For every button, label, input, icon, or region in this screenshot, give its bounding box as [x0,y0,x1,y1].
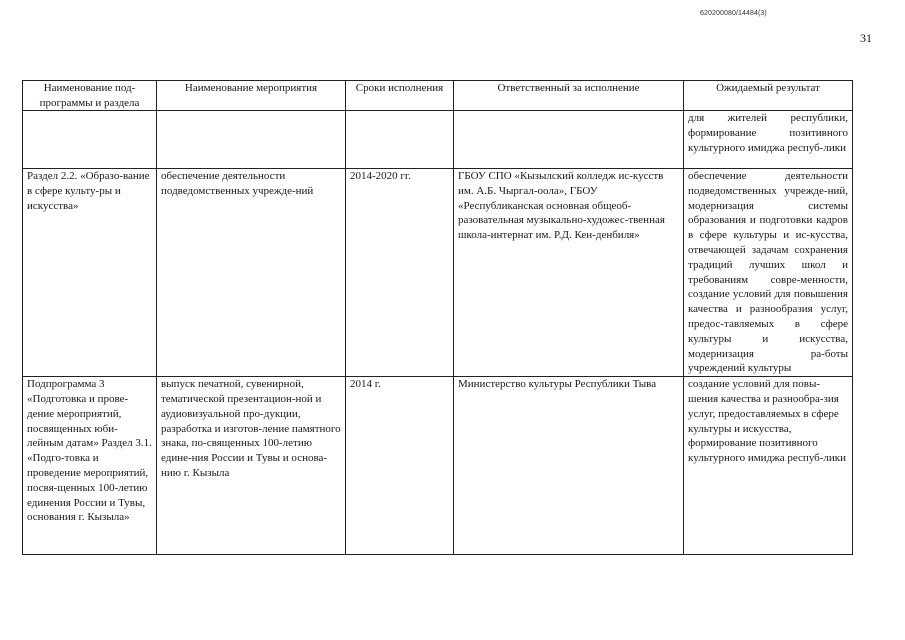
cell-section [23,111,157,169]
header-section: Наименование под-программы и раздела [23,81,157,111]
table-row [23,169,853,377]
cell-term: 2014 г. [346,377,454,555]
cell-term [346,111,454,169]
cell-measure: обеспечение деятельности подведомственных учрежде-ний [157,169,346,377]
cell-responsible: Министерство культуры Республики Тыва [454,377,684,555]
cell-result: обеспечение деятельности подведомственных учрежде-ний, модернизация системы образования и подготовки кадров в сфере культуры и ис-кусства, отвечающей задачам сохранения традиций лучших школ и требованиям совре-менности, создание условий для повышения качества и разнообразия услуг, предос-тавляемых в сфере культуры и искусства, модернизация ра-боты учреждений культуры [684,169,853,377]
table-row [23,377,853,555]
cell-measure [157,111,346,169]
cell-result: создание условий для повы-шения качества и разнообра-зия услуг, предоставляемых в сфере культуры и искусства, формирование позитивного культурного имиджа респуб-лики [684,377,853,555]
cell-responsible: ГБОУ СПО «Кызылский колледж ис-кусств им. А.Б. Чыргал-оола», ГБОУ «Республиканская основная общеоб-разовательная музыкально-художес-твенная школа-интернат им. Р.Д. Кен-денбиля» [454,169,684,377]
cell-measure: выпуск печатной, сувенирной, тематической презентацион-ной и аудиовизуальной про-дукции, разработка и изготов-ление памятного знака, по-священных 100-летию едине-ния России и Тувы и основа-нию г. Кызыла [157,377,346,555]
cell-term: 2014-2020 гг. [346,169,454,377]
header-term: Сроки исполнения [346,81,454,111]
header-responsible: Ответственный за исполнение [454,81,684,111]
page-number: 31 [860,31,872,45]
cell-responsible [454,111,684,169]
header-measure: Наименование мероприятия [157,81,346,111]
cell-result: для жителей республики, формирование позитивного культурного имиджа респуб-лики [684,111,853,169]
program-table [22,80,853,555]
cell-section: Раздел 2.2. «Образо-вание в сфере культу-ры и искусства» [23,169,157,377]
table-header-row [23,81,853,111]
table-row [23,111,853,169]
document-code: 620200080/14484(3) [700,10,767,17]
header-result: Ожидаемый результат [684,81,853,111]
cell-section: Подпрограмма 3 «Подготовка и прове-дение мероприятий, посвященных юби-лейным датам» Раздел 3.1. «Подго-товка и проведение мероприятий, посвя-щенных 100-летию единения России и Тувы, основания г. Кызыла» [23,377,157,555]
